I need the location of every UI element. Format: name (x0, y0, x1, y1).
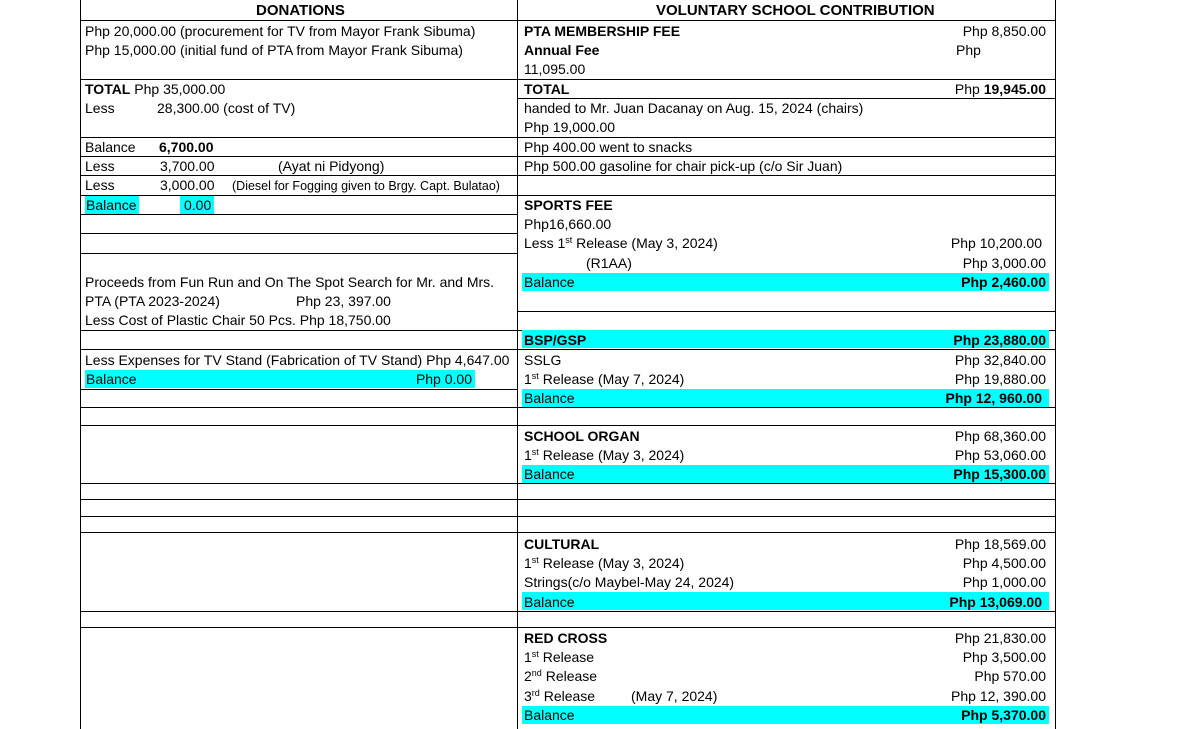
sslg-label: SSLG (524, 352, 562, 368)
release-word: Release (539, 688, 596, 704)
ordinal-number: 1 (524, 371, 532, 387)
ledger-table (80, 0, 1056, 729)
proceeds-amount: Php 23, 397.00 (296, 293, 391, 309)
less-label: Less (85, 158, 115, 174)
ordinal-suffix: st (531, 371, 539, 381)
vsc-total-label: TOTAL (524, 81, 570, 97)
ordinal-number: 3 (524, 688, 532, 704)
sports-less-amount: Php 10,200.00 (950, 235, 1042, 251)
sports-r1aa-amount: Php 3,000.00 (962, 255, 1046, 271)
rc-release-3 (524, 687, 595, 705)
sslg-amount: Php 32,840.00 (954, 352, 1046, 368)
sports-less-prefix: Less 1 (524, 235, 566, 251)
balance-label: Balance (524, 274, 575, 290)
donation-line-2: Php 15,000.00 (initial fund of PTA from Mayor Frank Sibuma) (85, 42, 463, 58)
balance-label: Balance (524, 707, 575, 723)
release-word: Release (541, 668, 598, 684)
gasoline-line: Php 500.00 gasoline for chair pick-up (c/o Sir Juan) (524, 158, 843, 174)
less-3-amount: 3,000.00 (160, 177, 215, 193)
less-label: Less (85, 100, 115, 116)
total-value: Php 35,000.00 (134, 81, 226, 97)
sports-less-release (524, 234, 718, 252)
ordinal-suffix: nd (531, 668, 542, 678)
balance-2-value: 0.00 (184, 197, 212, 213)
balance-3-value: Php 0.00 (415, 371, 472, 387)
column-divider (517, 0, 518, 729)
red-cross-title: RED CROSS (524, 630, 608, 646)
snacks-line: Php 400.00 went to snacks (524, 139, 693, 155)
vsc-total-amount: 19,945.00 (983, 81, 1046, 97)
cultural-title: CULTURAL (524, 536, 600, 552)
annual-fee-label: Annual Fee (524, 42, 600, 58)
school-organ-amount: Php 68,360.00 (954, 428, 1046, 444)
ordinal-number: 1 (524, 555, 532, 571)
organ-release-text: Release (May 3, 2024) (538, 447, 685, 463)
handed-line: handed to Mr. Juan Dacanay on Aug. 15, 2024 (chairs) (524, 100, 864, 116)
cultural-release-amount: Php 4,500.00 (962, 555, 1046, 571)
balance-1-value: 6,700.00 (159, 139, 214, 155)
rc-release-2-amount: Php 570.00 (974, 668, 1046, 684)
cultural-amount: Php 18,569.00 (954, 536, 1046, 552)
less-tv-amount: 28,300.00 (cost of TV) (157, 100, 296, 116)
pta-fee-amount: Php 8,850.00 (962, 23, 1046, 39)
ordinal-suffix: st (565, 235, 573, 245)
sports-r1aa: (R1AA) (586, 255, 632, 271)
balance-label: Balance (86, 371, 137, 387)
less-chairs: Less Cost of Plastic Chair 50 Pcs. Php 18,750.00 (85, 312, 391, 328)
vsc-total-prefix: Php (954, 81, 984, 97)
cultural-balance: Php 13,069.00 (949, 594, 1042, 610)
strings-line: Strings(c/o Maybel-May 24, 2024) (524, 574, 735, 590)
bsp-gsp-title: BSP/GSP (524, 332, 587, 348)
balance-label: Balance (524, 594, 575, 610)
handed-amount: Php 19,000.00 (524, 119, 616, 135)
ordinal-suffix: st (531, 447, 539, 457)
rc-release-3-amount: Php 12, 390.00 (951, 688, 1046, 704)
vsc-total (780, 80, 1046, 98)
less-2-amount: 3,700.00 (160, 158, 215, 174)
table-border-right (1055, 0, 1056, 729)
annual-fee-prefix: Php (956, 42, 981, 58)
donation-line-1: Php 20,000.00 (procurement for TV from Mayor Frank Sibuma) (85, 23, 476, 39)
ordinal-suffix: rd (531, 688, 540, 698)
strings-amount: Php 1,000.00 (962, 574, 1046, 590)
table-border-left (80, 0, 81, 729)
sslg-balance: Php 12, 960.00 (945, 390, 1042, 406)
less-tv-stand: Less Expenses for TV Stand (Fabrication of TV Stand) Php 4,647.00 (85, 352, 510, 368)
school-organ-title: SCHOOL ORGAN (524, 428, 640, 444)
organ-balance: Php 15,300.00 (953, 466, 1046, 482)
vsc-header: VOLUNTARY SCHOOL CONTRIBUTION (656, 2, 935, 19)
ordinal-suffix: st (531, 555, 539, 565)
donations-total (85, 80, 225, 98)
sports-fee-title: SPORTS FEE (524, 197, 613, 213)
pta-fee-title: PTA MEMBERSHIP FEE (524, 23, 681, 39)
red-cross-amount: Php 21,830.00 (954, 630, 1046, 646)
less-3-note: (Diesel for Fogging given to Brgy. Capt. Bulatao) (232, 179, 500, 193)
sports-fee-amount: Php16,660.00 (524, 216, 612, 232)
sslg-release (524, 370, 684, 388)
annual-fee-amount: 11,095.00 (524, 61, 586, 77)
rc-release-2 (524, 667, 597, 685)
release-word: Release (538, 649, 595, 665)
sslg-release-amount: Php 19,880.00 (954, 371, 1046, 387)
red-cross-balance: Php 5,370.00 (961, 707, 1046, 723)
less-2-note: (Ayat ni Pidyong) (278, 158, 385, 174)
balance-label: Balance (85, 139, 136, 155)
total-label: TOTAL (85, 81, 131, 97)
rc-release-1 (524, 648, 594, 666)
ordinal-number: 1 (524, 447, 532, 463)
ordinal-number: 1 (524, 649, 532, 665)
ordinal-suffix: st (531, 649, 539, 659)
cultural-release (524, 554, 684, 572)
proceeds-line-1: Proceeds from Fun Run and On The Spot Search for Mr. and Mrs. (85, 274, 495, 290)
sports-less-suffix: Release (May 3, 2024) (572, 235, 718, 251)
proceeds-line-2: PTA (PTA 2023-2024) (85, 293, 220, 309)
balance-label: Balance (524, 390, 575, 406)
sslg-release-text: Release (May 7, 2024) (538, 371, 685, 387)
balance-label: Balance (86, 197, 137, 213)
sports-balance: Php 2,460.00 (961, 274, 1046, 290)
organ-release-amount: Php 53,060.00 (954, 447, 1046, 463)
balance-label: Balance (524, 466, 575, 482)
bsp-gsp-amount: Php 23,880.00 (953, 332, 1046, 348)
rc-release-1-amount: Php 3,500.00 (962, 649, 1046, 665)
less-label: Less (85, 177, 115, 193)
ordinal-number: 2 (524, 668, 532, 684)
cultural-release-text: Release (May 3, 2024) (538, 555, 685, 571)
donations-header: DONATIONS (256, 2, 345, 19)
rc-release-3-date: (May 7, 2024) (631, 688, 718, 704)
organ-release (524, 446, 684, 464)
